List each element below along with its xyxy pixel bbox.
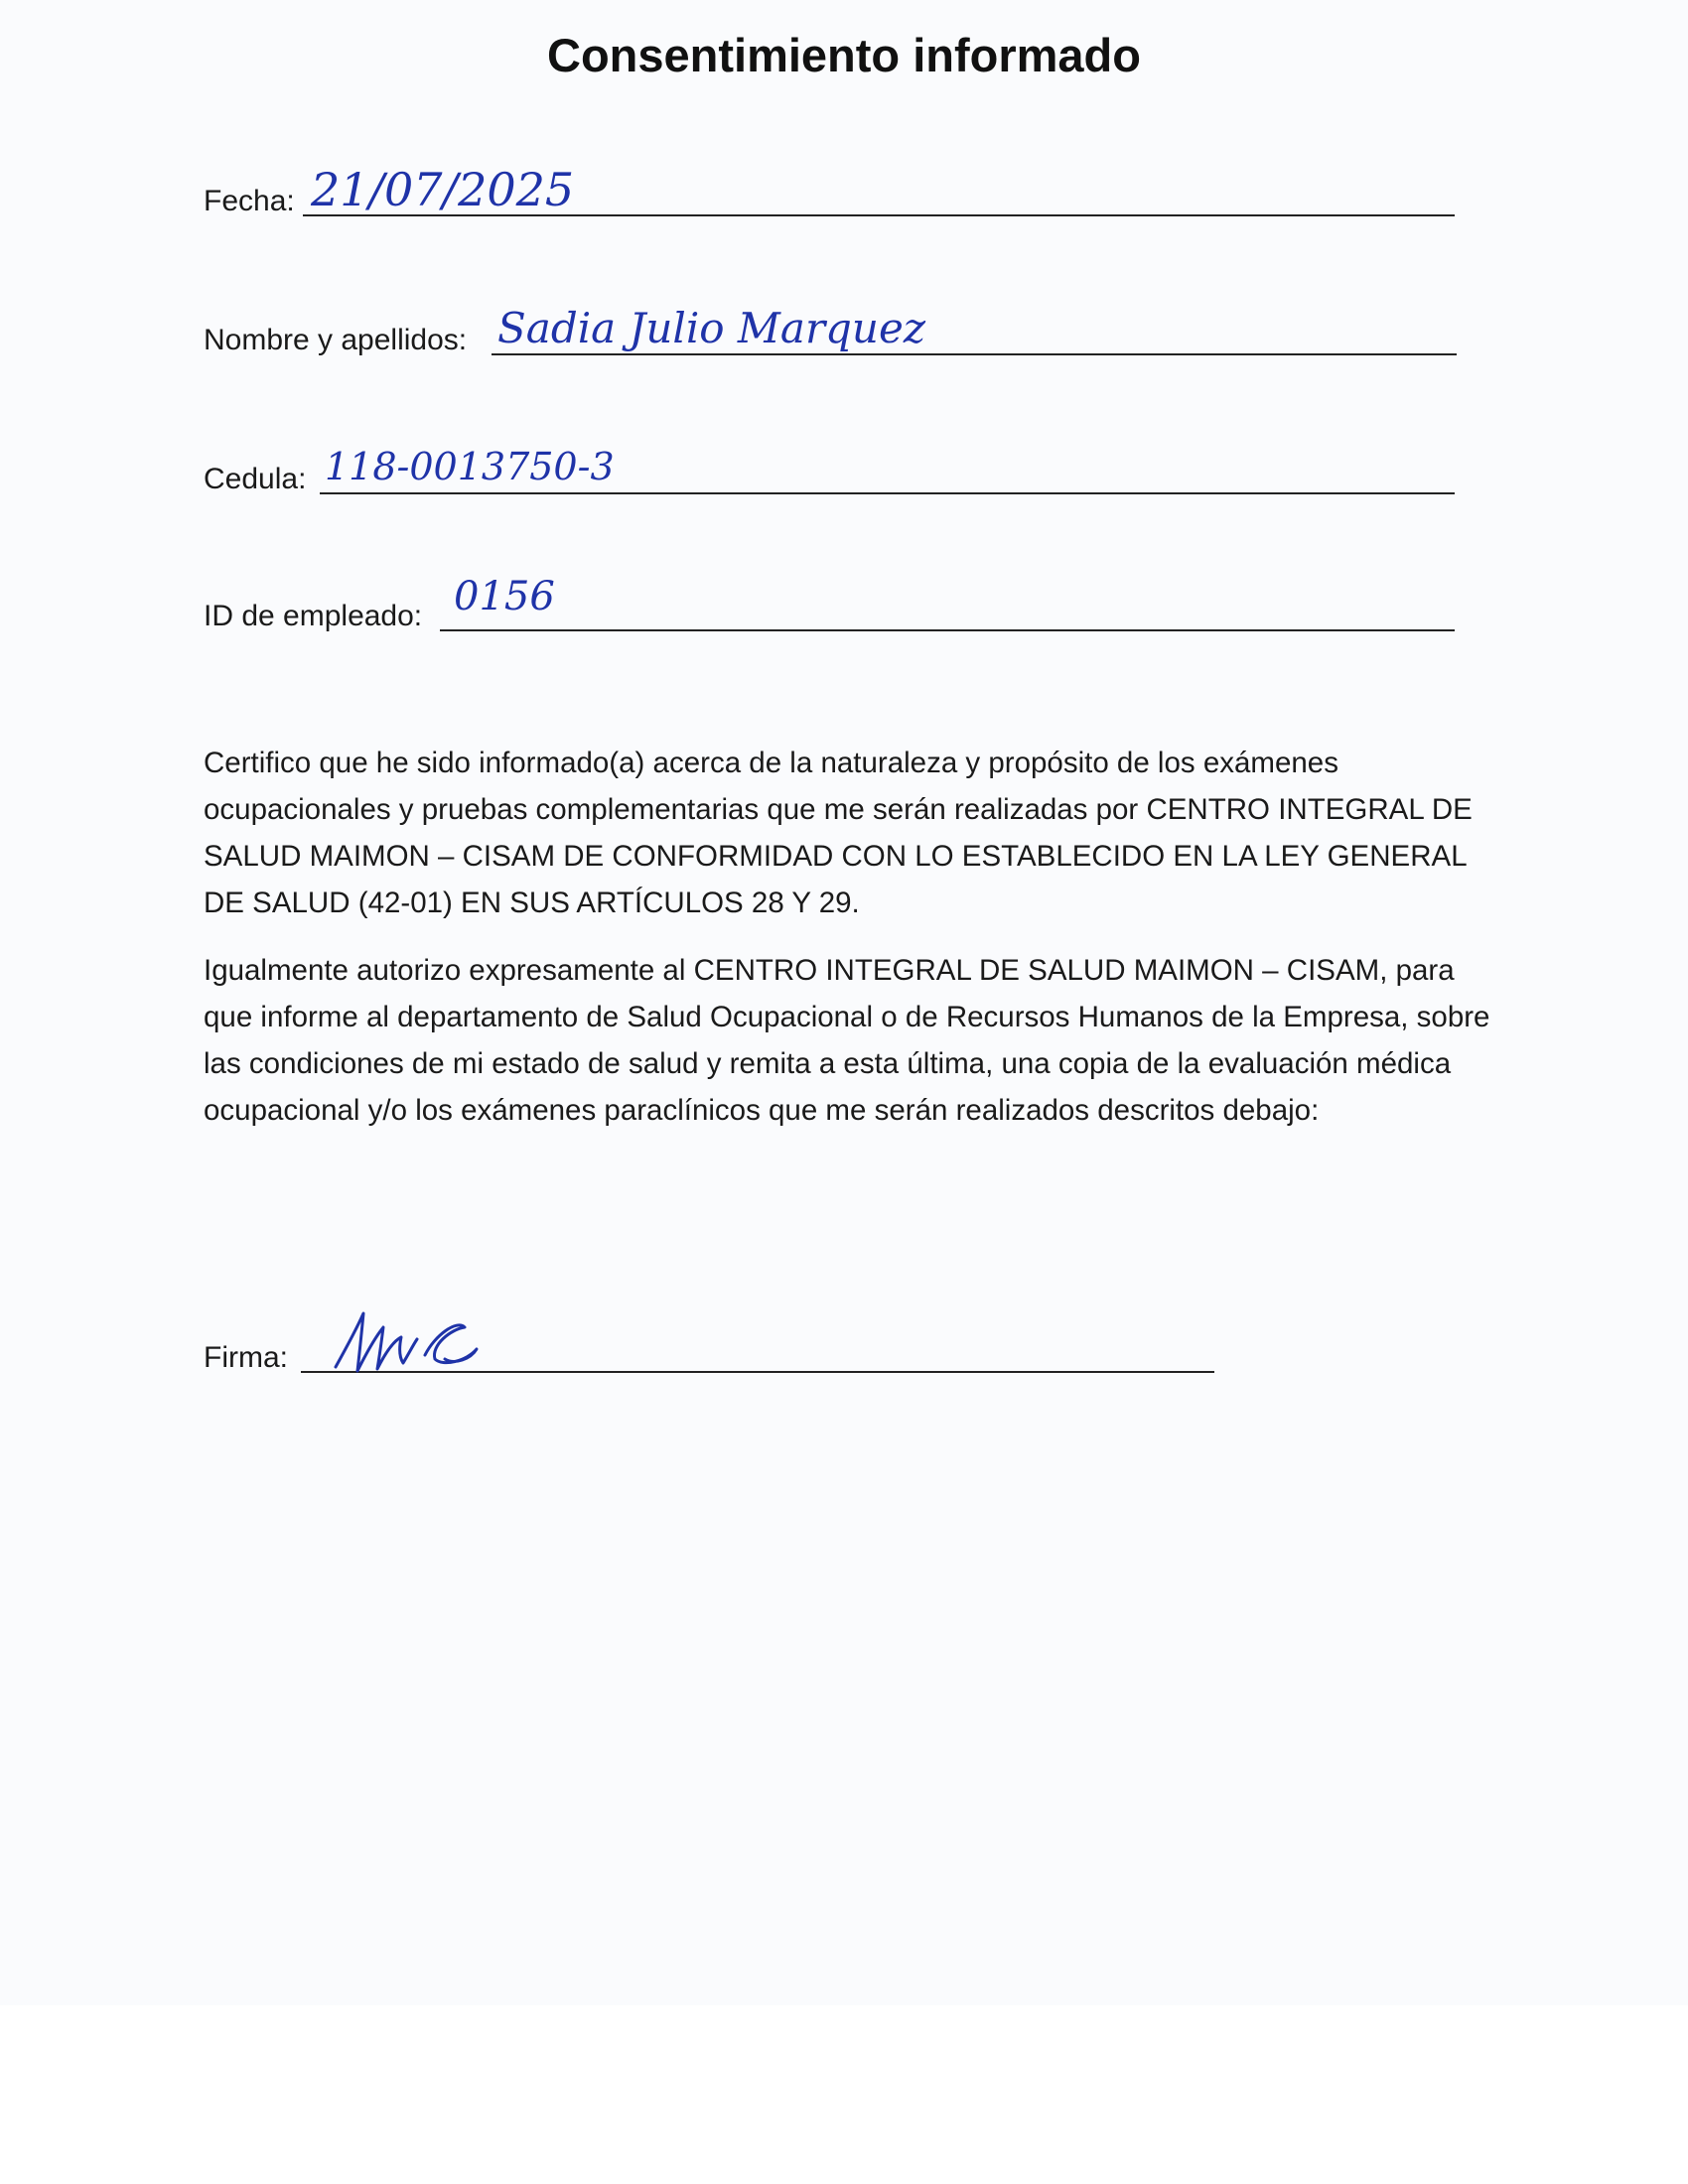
id-empleado-handwritten-value: 0156	[454, 574, 555, 619]
cedula-line	[320, 492, 1455, 494]
cedula-handwritten-value: 118-0013750-3	[325, 445, 615, 488]
fecha-field	[204, 163, 1455, 228]
id-empleado-field	[204, 574, 1455, 643]
nombre-label: Nombre y apellidos:	[204, 324, 468, 356]
nombre-handwritten-value: Sadia Julio Marquez	[497, 304, 925, 352]
firma-label: Firma:	[204, 1341, 288, 1374]
scan-margin	[0, 2005, 1688, 2184]
paragraph-certification: Certifico que he sido informado(a) acerca de la naturaleza y propósito de los exámenes ocupacionales y pruebas complementarias que me serán realizadas por CENTRO INTEGRAL DE SALUD MAIMON – CISAM DE CONFORMIDAD CON LO ESTABLECIDO EN LA LEY GENERAL DE SALUD (42-01) EN SUS ARTÍCULOS 28 Y 29.	[204, 747, 1473, 919]
fecha-label: Fecha:	[204, 185, 295, 217]
cedula-field	[204, 447, 1455, 506]
document-title: Consentimiento informado	[547, 29, 1141, 81]
fecha-handwritten-value: 21/07/2025	[311, 163, 575, 216]
nombre-field	[204, 304, 1457, 367]
id-empleado-label: ID de empleado:	[204, 600, 423, 632]
signature-image	[328, 1305, 487, 1380]
id-empleado-line	[440, 629, 1455, 631]
nombre-line	[492, 353, 1457, 355]
paragraph-authorization: Igualmente autorizo expresamente al CENTRO INTEGRAL DE SALUD MAIMON – CISAM, para que informe al departamento de Salud Ocupacional o de Recursos Humanos de la Empresa, sobre las condiciones de mi estado de salud y remita a esta última, una copia de la evaluación médica ocupacional y/o los exámenes paraclínicos que me serán realizados descritos debajo:	[204, 954, 1490, 1127]
cedula-label: Cedula:	[204, 463, 307, 495]
